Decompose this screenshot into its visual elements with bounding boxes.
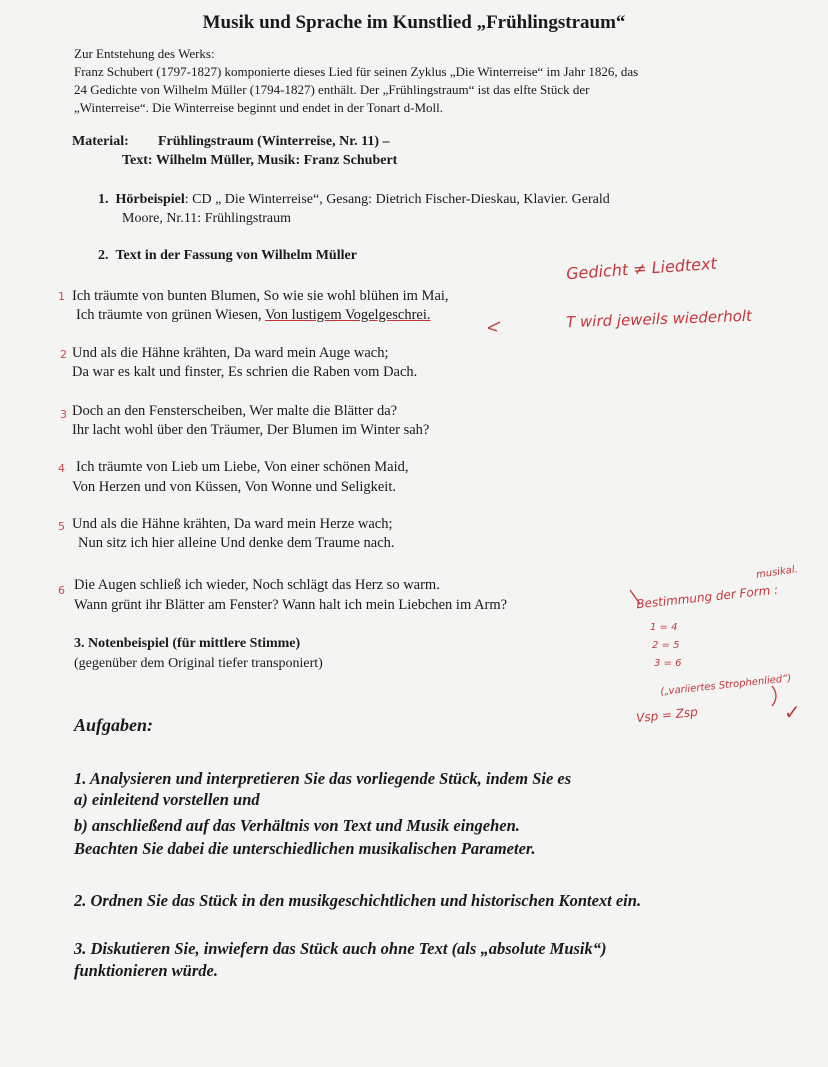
stanza-3-line-1: Doch an den Fensterscheiben, Wer malte die Blätter da? [72,403,398,419]
underline-arrow-icon [488,322,500,331]
stanza-number: 1 [58,290,65,303]
task-1-line-4: Beachten Sie dabei die unterschiedlichen musikalischen Parameter. [74,839,536,858]
handwritten-vsp: Vsp = Zsp [635,704,699,726]
stanza-6-line-1: Die Augen schließ ich wieder, Noch schlägt das Herz so warm. [74,577,440,593]
handwritten-eq-1: 1 = 4 [650,622,678,633]
stanza-4-line-2: Von Herzen und von Küssen, Von Wonne und Seligkeit. [72,479,396,495]
item-bold-label: Text in der Fassung von Wilhelm Müller [115,248,357,263]
intro-line-2: 24 Gedichte von Wilhelm Müller (1794-1827) enthält. Der „Frühlingstraum“ ist das elfte Stück der [74,82,590,97]
stanza-number: 5 [58,520,65,533]
page-title: Musik und Sprache im Kunstlied „Frühlingstraum“ [202,12,626,33]
notenbeispiel-subtitle: (gegenüber dem Original tiefer transponiert) [74,656,323,671]
handwritten-note-wiederholt: T wird jeweils wiederholt [565,306,753,332]
task-3-line-2: funktionieren würde. [74,961,218,980]
material-line-1: Frühlingstraum (Winterreise, Nr. 11) – [158,134,390,149]
material-line-2: Text: Wilhelm Müller, Musik: Franz Schubert [122,153,398,168]
handwritten-checkmark: ✓ [784,700,801,724]
stanza-number: 2 [60,348,67,361]
stanza-2-line-2: Da war es kalt und finster, Es schrien die Raben vom Dach. [72,364,418,380]
stanza-2-line-1: Und als die Hähne krähten, Da ward mein Auge wach; [72,345,389,361]
handwritten-eq-2: 2 = 5 [652,640,680,651]
task-1-line-3: b) anschließend auf das Verhältnis von Text und Musik eingehen. [74,816,520,835]
handwritten-eq-3: 3 = 6 [654,658,682,669]
material-label: Material: [72,134,129,149]
stanza-5-line-1: Und als die Hähne krähten, Da ward mein Herze wach; [72,516,393,532]
stanza-1-line-2a: Ich träumte von grünen Wiesen, [76,307,265,323]
bracket-stroke-icon [772,686,776,706]
stanza-1-line-1: Ich träumte von bunten Blumen, So wie sie wohl blühen im Mai, [72,288,449,304]
stanza-6-line-2: Wann grünt ihr Blätter am Fenster? Wann halt ich mein Liebchen im Arm? [74,597,508,613]
list-item-hoerbeispiel-line2: Moore, Nr.11: Frühlingstraum [122,211,292,226]
handwritten-bestimmung: Bestimmung der Form : [635,582,779,612]
task-2: 2. Ordnen Sie das Stück in den musikgeschichtlichen und historischen Kontext ein. [74,891,642,910]
item-number: 2. [98,248,109,263]
stanza-3-line-2: Ihr lacht wohl über den Träumer, Der Blumen im Winter sah? [72,422,430,438]
stanza-number: 6 [58,584,65,597]
item-text: : CD „ Die Winterreise“, Gesang: Dietrich Fischer-Dieskau, Klavier. Gerald [184,192,610,207]
notenbeispiel-title: 3. Notenbeispiel (für mittlere Stimme) [74,636,301,651]
handwritten-musikal: musikal. [755,564,799,581]
strike-mark-icon [630,590,640,604]
task-3-line-1: 3. Diskutieren Sie, inwiefern das Stück auch ohne Text (als „absolute Musik“) [74,939,607,958]
handwritten-note-gedicht: Gedicht ≠ Liedtext [565,253,718,284]
intro-heading: Zur Entstehung des Werks: [74,46,215,61]
intro-line-3: „Winterreise“. Die Winterreise beginnt und endet in der Tonart d-Moll. [74,100,444,115]
stanza-1-line-2b: Von lustigem Vogelgeschrei. [264,307,431,323]
stanza-number: 3 [60,408,67,421]
handwritten-variiert: („variiertes Strophenlied“) [659,673,792,698]
stanza-4-line-1: Ich träumte von Lieb um Liebe, Von einer schönen Maid, [76,459,409,475]
task-1-line-2: a) einleitend vorstellen und [74,790,260,809]
aufgaben-heading: Aufgaben: [74,715,154,735]
stanza-5-line-2: Nun sitz ich hier alleine Und denke dem Traume nach. [78,535,395,551]
task-1-line-1: 1. Analysieren und interpretieren Sie das vorliegende Stück, indem Sie es [74,769,572,788]
intro-line-1: Franz Schubert (1797-1827) komponierte dieses Lied für seinen Zyklus „Die Winterreise“ im Jahr 1826, das [74,64,639,79]
stanza-number: 4 [58,462,65,475]
item-number: 1. [98,192,109,207]
item-bold-label: Hörbeispiel [115,192,185,207]
